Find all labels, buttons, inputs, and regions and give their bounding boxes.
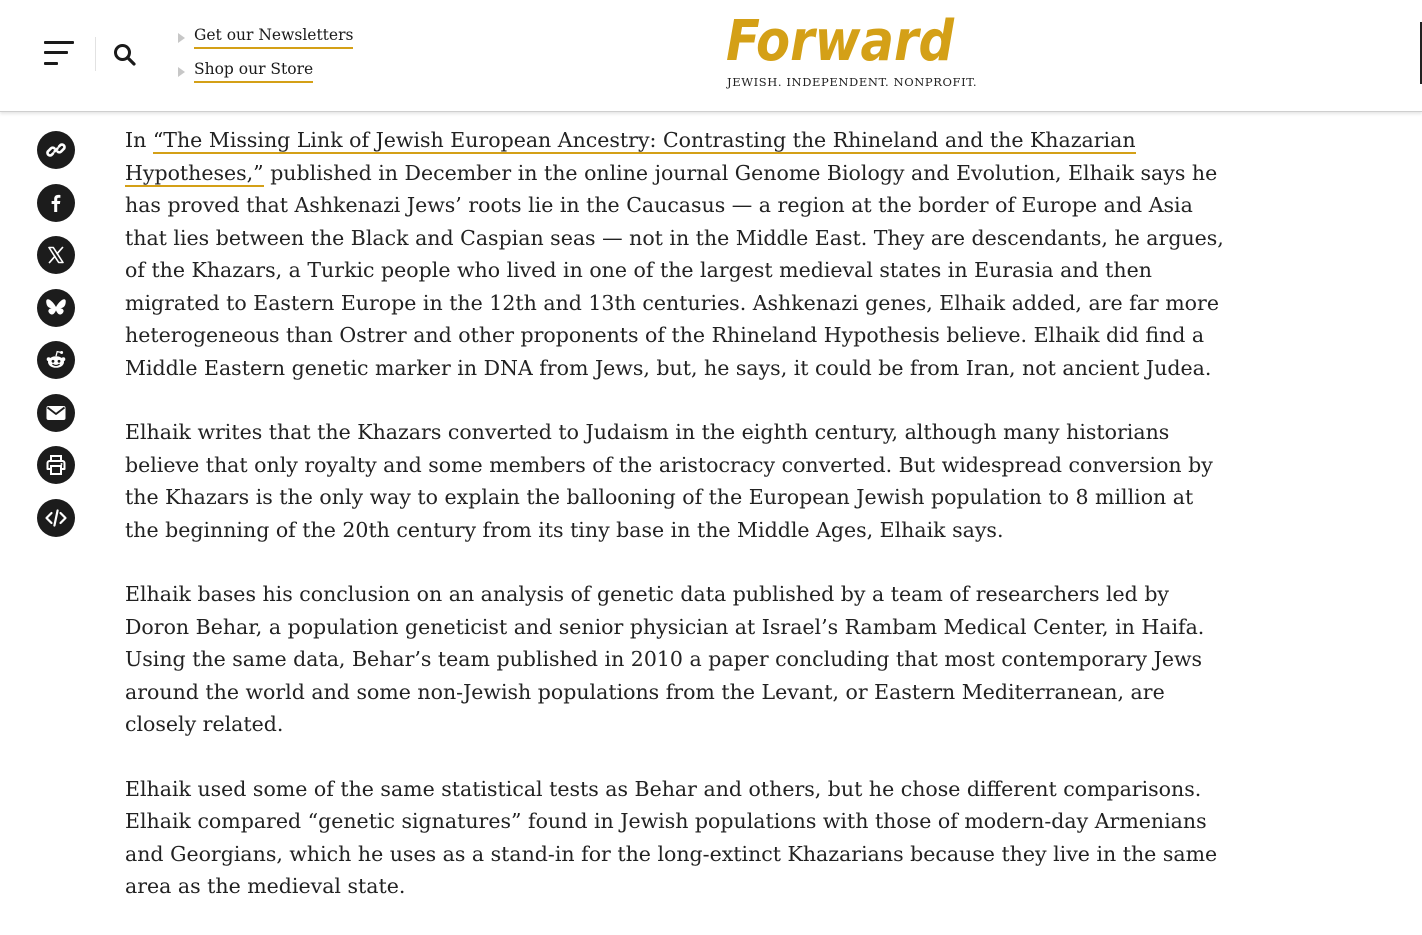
logo-text: Forward [726,9,955,74]
triangle-icon [178,67,185,77]
facebook-icon[interactable] [37,184,75,222]
text-segment: In [125,128,153,152]
email-icon[interactable] [37,394,75,432]
paragraph: Elhaik used some of the same statistical tests as Behar and others, but he chose different comparisons. Elhaik compared “genetic signatures” found in Jewish populations with those of modern-day Armenians and Georgians, which he uses as a stand-in for the long-extinct Khazarians because they live in the same area as the medieval state. [125,776,1218,898]
paper-link[interactable]: “The Missing Link of Jewish European Ancestry: Contrasting the Rhineland and the Khazarian Hypotheses,” [125,128,1136,185]
store-link[interactable] [178,60,313,83]
paragraph: Elhaik writes that the Khazars converted to Judaism in the eighth century, although many historians believe that only royalty and some members of the aristocracy converted. But widespread conversion by the Khazars is the only way to explain the ballooning of the European Jewish population to 8 million at the beginning of the 20th century from its tiny base in the Middle Ages, Elhaik says. [125,420,1213,542]
share-bar [37,131,75,551]
print-icon[interactable] [37,446,75,484]
store-link-label: Shop our Store [194,60,313,83]
menu-line [44,51,68,54]
newsletters-link-label: Get our Newsletters [194,26,353,49]
x-icon[interactable] [37,236,75,274]
embed-icon[interactable] [37,499,75,537]
hamburger-icon[interactable] [44,41,75,67]
search-icon[interactable] [112,42,138,68]
forward-logo[interactable] [724,9,956,74]
reddit-icon[interactable] [37,341,75,379]
link-icon[interactable] [37,131,75,169]
header-divider [95,37,96,71]
article-body [125,124,1225,935]
menu-line [44,41,74,44]
tagline: JEWISH. INDEPENDENT. NONPROFIT. [727,75,978,89]
menu-line [44,62,58,65]
paragraph: Elhaik bases his conclusion on an analysis of genetic data published by a team of researchers led by Doron Behar, a population geneticist and senior physician at Israel’s Rambam Medical Center, in Haifa. Using the same data, Behar’s team published in 2010 a paper concluding that most contemporary Jews around the world and some non-Jewish populations from the Levant, or Eastern Mediterranean, are closely related. [125,582,1205,736]
bluesky-icon[interactable] [37,289,75,327]
paragraph [125,124,1225,384]
site-header [0,0,1422,112]
triangle-icon [178,33,185,43]
newsletters-link[interactable] [178,26,353,49]
text-segment: published in December in the online journal Genome Biology and Evolution, Elhaik says he has proved that Ashkenazi Jews’ roots lie in the Caucasus — a region at the border of Europe and Asia that lies between the Black and Caspian seas — not in the Middle East. They are descendants, he argues, of the Khazars, a Turkic people who lived in one of the largest medieval states in Eurasia and then migrated to Eastern Europe in the 12th and 13th centuries. Ashkenazi genes, Elhaik added, are far more heterogeneous than Ostrer and other proponents of the Rhineland Hypothesis believe. Elhaik did find a Middle Eastern genetic marker in DNA from Jews, but, he says, it could be from Iran, not ancient Judea. [125,160,1224,380]
